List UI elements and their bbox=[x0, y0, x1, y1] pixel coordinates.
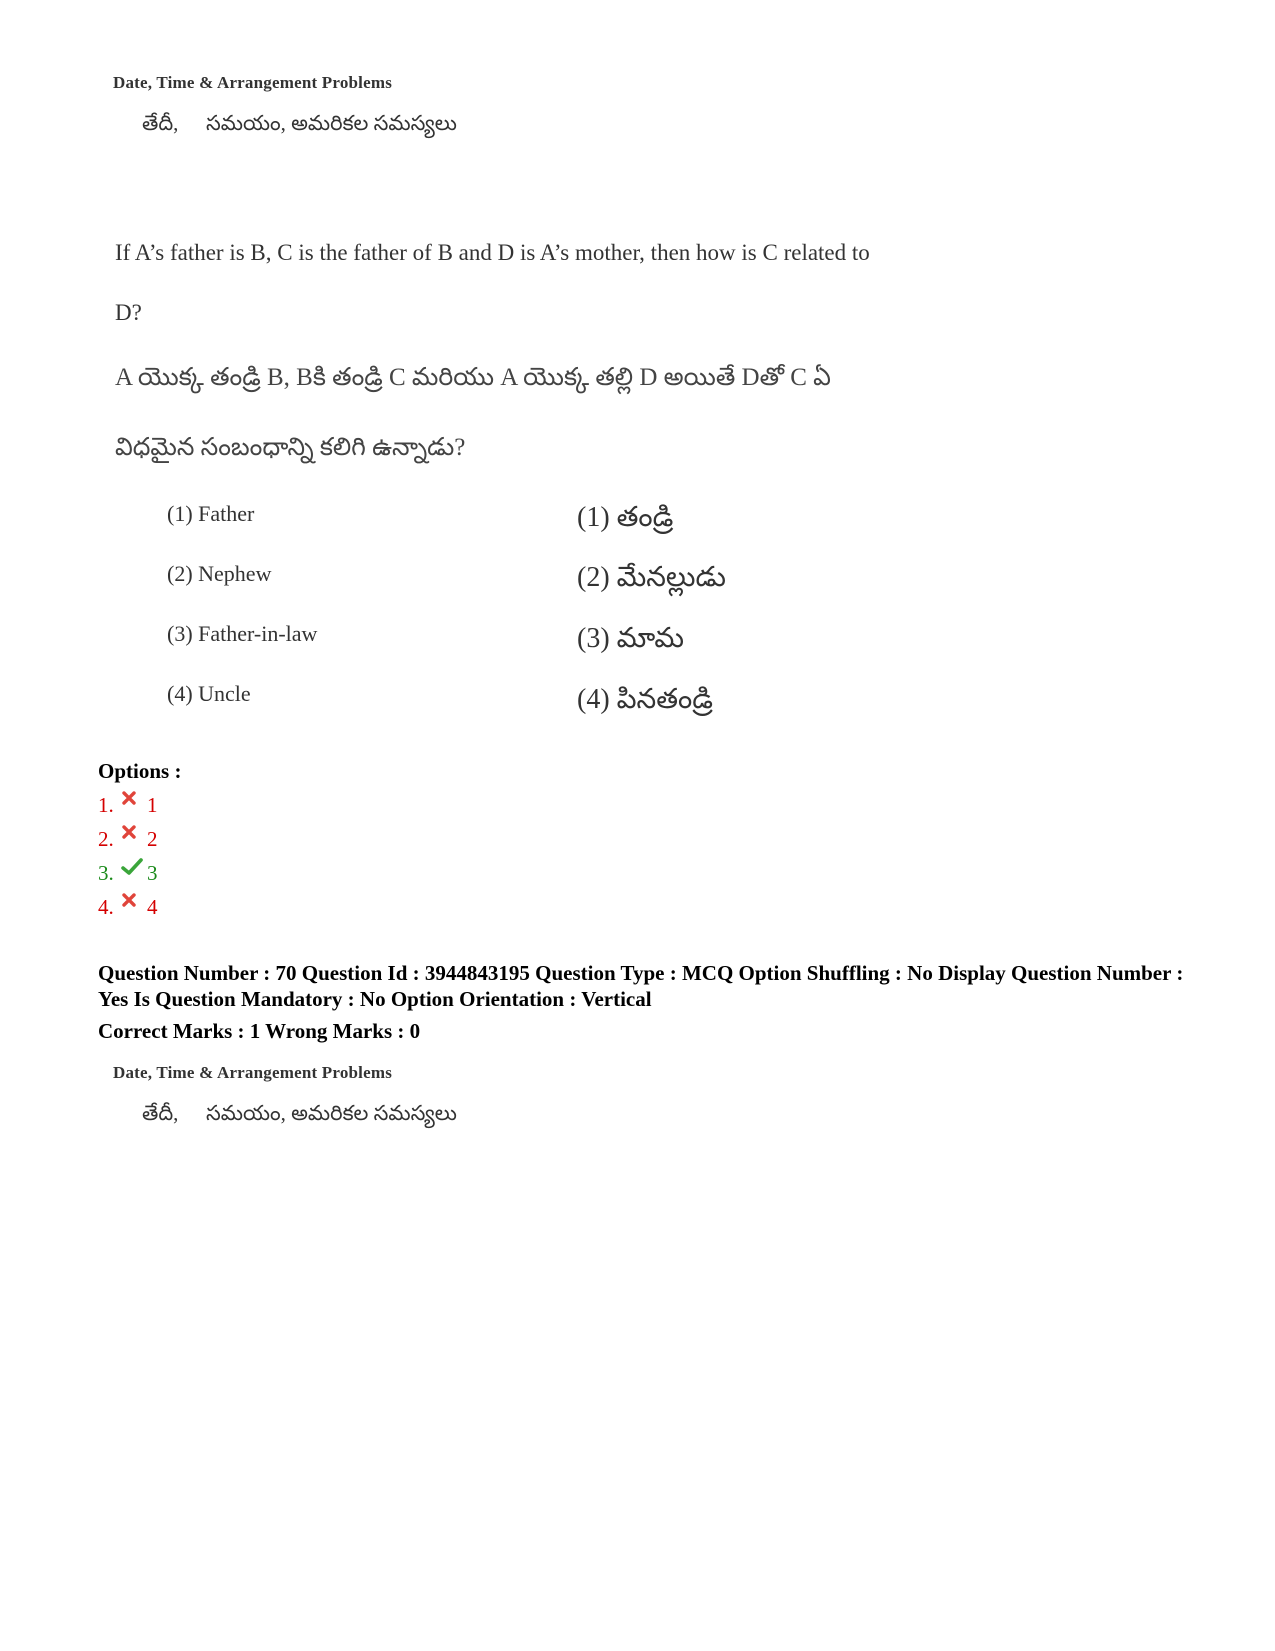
cross-icon bbox=[121, 824, 147, 844]
question-meta: Question Number : 70 Question Id : 3944843195 Question Type : MCQ Option Shuffling : No Display Question Number : Yes Is Question Mandatory : No Option Orientation : Vertical bbox=[98, 961, 1184, 1011]
choice-telugu-2: (2) మేనల్లుడు bbox=[577, 562, 726, 593]
next-section-title-english: Date, Time & Arrangement Problems bbox=[113, 1063, 393, 1082]
question-marks: Correct Marks : 1 Wrong Marks : 0 bbox=[98, 1019, 421, 1043]
answer-option-4 bbox=[98, 895, 158, 920]
answer-option-number: 1. bbox=[98, 793, 114, 817]
answer-option-value: 1 bbox=[147, 793, 158, 817]
choice-telugu-4: (4) పినతండ్రి bbox=[577, 684, 713, 715]
section-title-english: Date, Time & Arrangement Problems bbox=[113, 73, 393, 92]
answer-option-value: 4 bbox=[147, 895, 158, 919]
choice-english-2: (2) Nephew bbox=[167, 561, 272, 586]
cross-icon bbox=[121, 892, 147, 912]
next-section-title-telugu: సమయం, అమరికల సమస్యలు bbox=[206, 1101, 457, 1125]
section-title-telugu-prefix: తేదీ, bbox=[142, 111, 179, 135]
check-icon bbox=[121, 858, 147, 878]
question-text-telugu-line1: A యొక్క తండ్రి B, Bకి తండ్రి C మరియు A యొక్క తల్లి D అయితే Dతో C ఏ bbox=[115, 364, 831, 391]
answer-option-1 bbox=[98, 793, 158, 818]
options-heading: Options : bbox=[98, 759, 182, 783]
question-text-telugu-line2: విధమైన సంబంధాన్ని కలిగి ఉన్నాడు? bbox=[115, 434, 466, 461]
answer-option-number: 3. bbox=[98, 861, 114, 885]
choice-telugu-1: (1) తండ్రి bbox=[577, 502, 674, 533]
choice-english-1: (1) Father bbox=[167, 501, 255, 526]
choice-english-4: (4) Uncle bbox=[167, 681, 251, 706]
answer-option-3 bbox=[98, 861, 158, 886]
answer-option-number: 4. bbox=[98, 895, 114, 919]
answer-option-value: 2 bbox=[147, 827, 158, 851]
cross-icon bbox=[121, 790, 147, 810]
answer-option-value: 3 bbox=[147, 861, 158, 885]
answer-option-number: 2. bbox=[98, 827, 114, 851]
choice-telugu-3: (3) మామ bbox=[577, 623, 685, 654]
choice-english-3: (3) Father-in-law bbox=[167, 621, 318, 646]
next-section-title-telugu-prefix: తేదీ, bbox=[142, 1101, 179, 1125]
section-title-telugu: సమయం, అమరికల సమస్యలు bbox=[206, 111, 457, 135]
answer-option-2 bbox=[98, 827, 158, 852]
question-text-english-line2: D? bbox=[115, 300, 142, 325]
question-text-english-line1: If A’s father is B, C is the father of B and D is A’s mother, then how is C related to bbox=[115, 240, 870, 265]
